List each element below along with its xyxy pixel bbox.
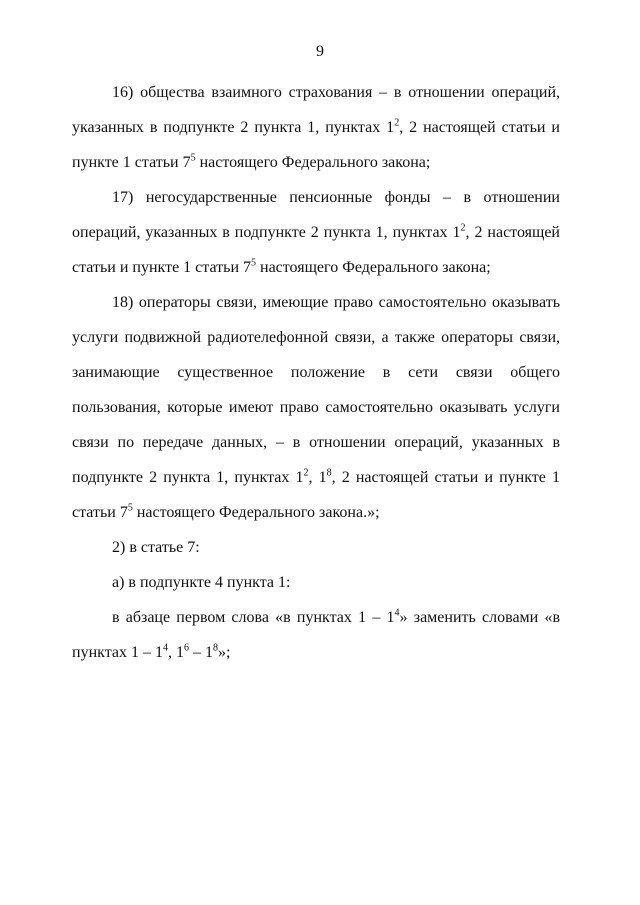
document-body — [72, 75, 560, 670]
paragraph-item-17: 17) негосударственные пенсионные фонды – в отношении операций, указанных в подпункте 2 пункта 1, пунктах $1^2$, 2 настоящей статьи и пункте 1 статьи $7^5$ настоящего Федерального закона; — [72, 189, 560, 276]
paragraph-item-16: 16) общества взаимного страхования – в отношении операций, указанных в подпункте 2 пункта 1, пунктах $1^2$, 2 настоящей статьи и пункте 1 статьи $7^5$ настоящего Федерального закона; — [72, 84, 560, 171]
page-number: 9 — [316, 43, 324, 60]
paragraph-article-7: 2) в статье 7: — [112, 539, 200, 556]
paragraph-amendment: в абзаце первом слова «в пунктах $1 - 1^4$» заменить словами «в пунктах $1 - 1^4$, $1^6 - 1^8$»; — [72, 607, 561, 661]
paragraph-item-18: 18) операторы связи, имеющие право самостоятельно оказывать услуги подвижной радиотелефонной связи, а также операторы связи, занимающие существенное положение в сети связи общего пользования, которые имеют право самостоятельно оказывать услуги связи по передаче данных, – в отношении операций, указанных в подпункте 2 пункта 1, пунктах $1^2$, $1^8$, 2 настоящей статьи и пункте 1 статьи $7^5$ настоящего Федерального закона.»; — [72, 294, 560, 521]
paragraph-subitem-4: а) в подпункте 4 пункта 1: — [112, 574, 291, 591]
